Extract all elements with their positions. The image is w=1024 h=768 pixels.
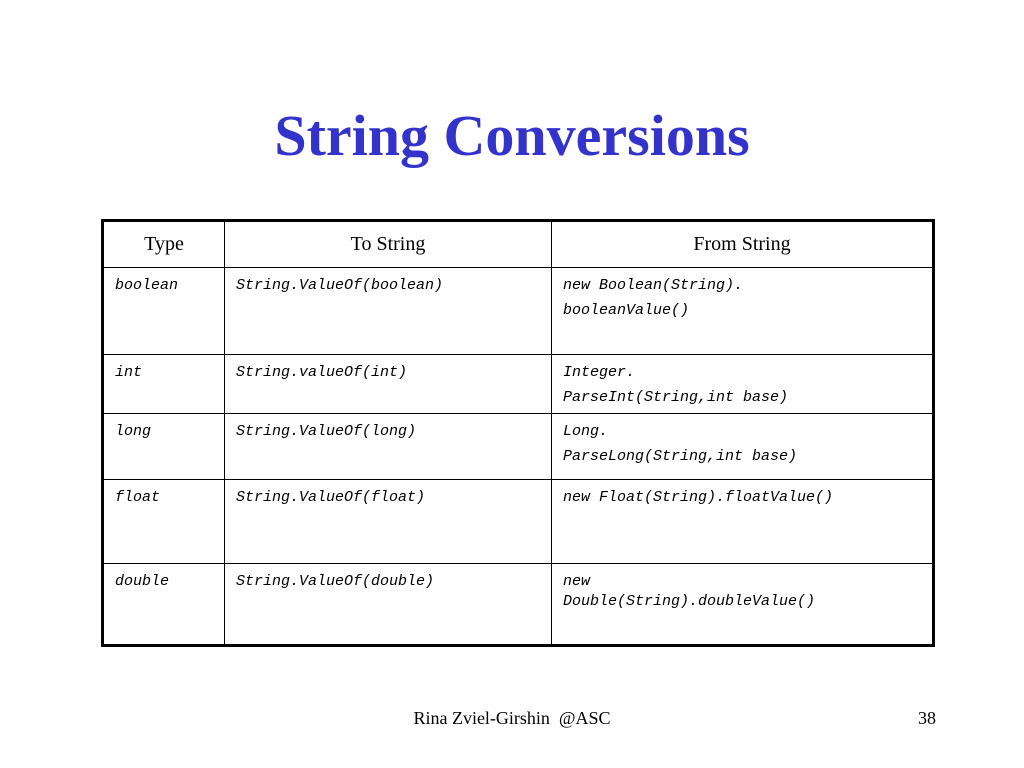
from-string-line-2: Double(String).doubleValue() xyxy=(563,593,816,610)
table-row xyxy=(103,355,934,414)
cell-to-string: String.valueOf(int) xyxy=(225,355,552,414)
cell-to-string: String.ValueOf(double) xyxy=(225,564,552,646)
from-string-line-1: new xyxy=(563,573,591,590)
from-string-line-1: new Float(String).floatValue() xyxy=(563,489,834,506)
cell-from-string xyxy=(552,564,934,646)
cell-from-string xyxy=(552,480,934,564)
table-row xyxy=(103,414,934,480)
page-number: 38 xyxy=(918,708,936,728)
table-row xyxy=(103,480,934,564)
header-from-string: From String xyxy=(552,221,934,268)
from-string-line-2: booleanValue() xyxy=(563,302,690,319)
cell-from-string xyxy=(552,355,934,414)
cell-to-string: String.ValueOf(long) xyxy=(225,414,552,480)
slide-title: String Conversions xyxy=(274,103,750,168)
header-type: Type xyxy=(103,221,225,268)
table-row xyxy=(103,268,934,355)
cell-type: boolean xyxy=(103,268,225,355)
cell-to-string: String.ValueOf(float) xyxy=(225,480,552,564)
cell-type: float xyxy=(103,480,225,564)
conversion-table xyxy=(101,219,935,647)
cell-type: long xyxy=(103,414,225,480)
from-string-line-2: ParseLong(String,int base) xyxy=(563,448,798,465)
from-string-line-1: Long. xyxy=(563,423,609,440)
cell-from-string xyxy=(552,268,934,355)
from-string-line-1: new Boolean(String). xyxy=(563,277,744,294)
from-string-line-1: Integer. xyxy=(563,364,636,381)
table-header-row xyxy=(103,221,934,268)
cell-to-string: String.ValueOf(boolean) xyxy=(225,268,552,355)
from-string-line-2: ParseInt(String,int base) xyxy=(563,389,789,406)
table-row xyxy=(103,564,934,646)
footer-author: Rina Zviel-Girshin @ASC xyxy=(413,708,611,728)
cell-type: int xyxy=(103,355,225,414)
cell-from-string xyxy=(552,414,934,480)
header-to-string: To String xyxy=(225,221,552,268)
cell-type: double xyxy=(103,564,225,646)
